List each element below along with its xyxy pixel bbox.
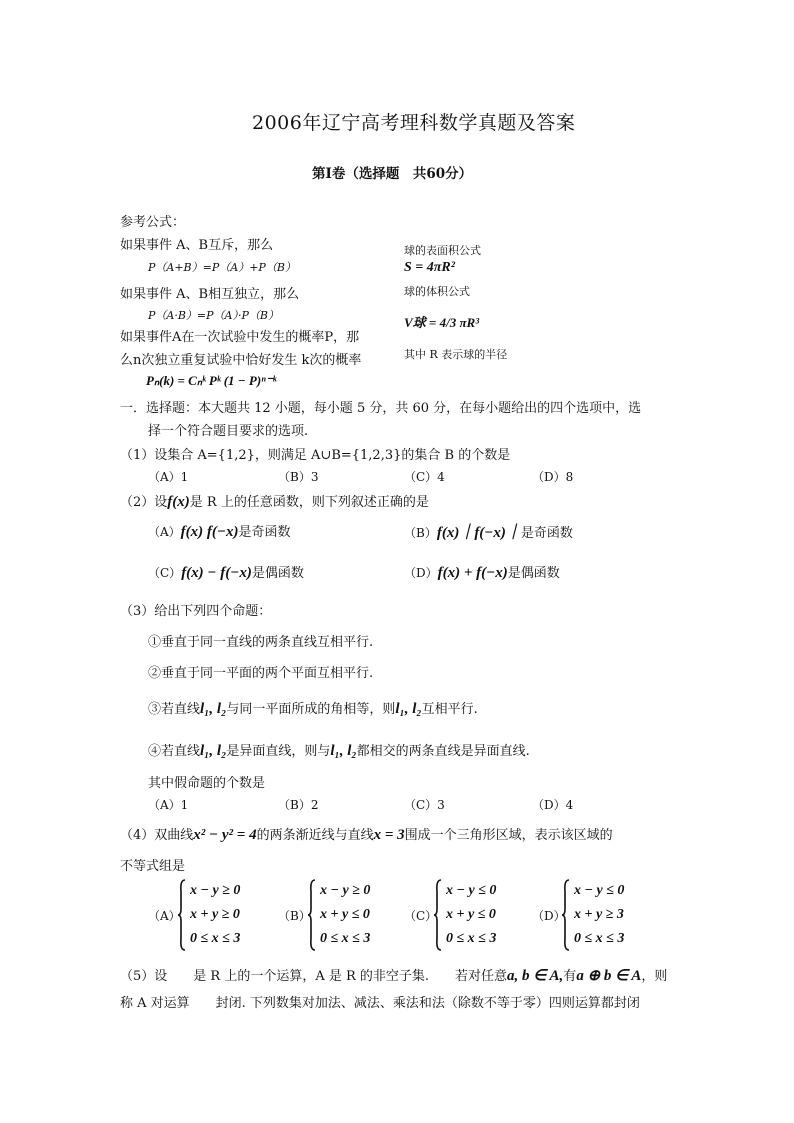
formula-bernoulli-line2: 么n次独立重复试验中恰好发生 k次的概率 [120,353,362,368]
q1-option-a: （A）1 [148,470,189,484]
q4-option-d-label: （D） [532,909,566,923]
q3-stem: （3）给出下列四个命题： [120,604,272,619]
q2-b-label: （B） [404,526,437,540]
q4-stem-math: x² − y² = 4 [193,827,257,843]
q3-p3-pre: ③若直线 [148,702,201,717]
brace-icon [434,879,442,951]
formula-mutex: P（A+B）=P（A）+P（B） [148,261,296,274]
formula-indep-text: 如果事件 A、B相互独立，那么 [120,287,300,302]
formula-indep: P（A·B）=P（A）·P（B） [148,309,279,322]
q3-proposition-4 [148,740,530,760]
q2-a-math: f(x) f(−x) [180,524,239,540]
q2-c-text: 是偶函数 [251,566,304,581]
formula-bernoulli-line1: 如果事件A在一次试验中发生的概率P，那 [120,330,360,345]
q4-b-line3: 0 ≤ x ≤ 3 [320,931,371,946]
q4-d-line2: x + y ≥ 3 [574,907,624,922]
q4-a-line1: x − y ≥ 0 [190,883,241,898]
q4-d-line3: 0 ≤ x ≤ 3 [574,931,625,946]
q2-option-d [404,562,560,582]
q5-line1-c: ，则 [641,969,668,984]
q3-p4-post: 是异面直线，则与 [226,744,331,759]
q2-d-label: （D） [404,566,438,580]
q4-stem-math2: x = 3 [373,827,405,843]
q2-a-label: （A） [148,525,181,539]
q2-b-text: 是奇函数 [520,526,573,541]
q5-line1-math: a, b ∈ A, [507,968,564,984]
q1-option-b: （B）3 [278,470,319,484]
q4-stem-pre: （4）双曲线 [120,828,194,843]
formula-bernoulli: Pₙ(k) = Cₙᵏ Pᵏ (1 − P)ⁿ⁻ᵏ [146,373,277,388]
q4-c-line1: x − y ≤ 0 [446,883,497,898]
q3-ask: 其中假命题的个数是 [148,776,266,791]
section-subtitle: 第Ⅰ卷（选择题 共60分） [312,166,473,182]
q3-p3-math2: l₁, l₂ [395,701,422,717]
q4-option-b-system [308,879,408,951]
q5-line2: 称 A 对运算 封闭. 下列数集对加法、减法、乘法和法（除数不等于零）四则运算都封闭 [120,996,640,1011]
q3-p3-end: 互相平行. [421,702,478,717]
q4-b-line2: x + y ≤ 0 [320,907,370,922]
q4-a-line2: x + y ≥ 0 [190,907,240,922]
q4-c-line3: 0 ≤ x ≤ 3 [446,931,497,946]
q4-a-line3: 0 ≤ x ≤ 3 [190,931,241,946]
q2-stem-math: f(x) [167,494,190,510]
section1-line2: 择一个符合题目要求的选项. [148,424,309,439]
q4-stem-line2: 不等式组是 [120,859,186,874]
q4-d-line1: x − y ≤ 0 [574,883,625,898]
q4-stem [120,824,613,844]
q4-option-a-system [178,879,278,951]
q2-c-math: f(x) − f(−x) [181,565,252,581]
q3-p4-math2: l₁, l₂ [330,743,357,759]
q4-b-line1: x − y ≥ 0 [320,883,371,898]
q2-a-text: 是奇函数 [238,525,291,540]
formulas-heading: 参考公式： [120,215,186,230]
sphere-vol-label: 球的体积公式 [404,285,470,298]
q4-option-d-system [562,879,662,951]
q3-proposition-3 [148,698,478,718]
radius-note: 其中 R 表示球的半径 [404,348,508,361]
q4-option-b-label: （B） [278,909,311,923]
brace-icon [178,879,186,951]
q2-stem [120,491,429,511]
brace-icon [308,879,316,951]
q3-p4-end: 都相交的两条直线是异面直线. [356,744,530,759]
q4-c-line2: x + y ≤ 0 [446,907,496,922]
q2-c-label: （C） [148,566,182,580]
q3-option-b: （B）2 [278,798,319,812]
q2-option-b [404,521,573,542]
q4-option-c-system [434,879,534,951]
q3-proposition-1: ①垂直于同一直线的两条直线互相平行. [148,635,374,650]
q5-line1-b: 有 [563,969,577,984]
q3-p3-math: l₁, l₂ [200,701,227,717]
q2-stem-post: 是 R 上的任意函数，则下列叙述正确的是 [189,495,429,510]
q4-option-c-label: （C） [404,909,438,923]
q2-option-a [148,521,291,541]
section1-line1: 一．选择题：本大题共 12 小题，每小题 5 分，共 60 分，在每小题给出的四个选项中，选 [120,401,642,416]
q3-option-d: （D）4 [532,798,574,812]
q4-option-a-label: （A） [148,909,181,923]
sphere-area-formula: S = 4πR² [404,260,455,275]
q5-line1 [120,965,667,985]
q3-p3-post: 与同一平面所成的角相等，则 [226,702,396,717]
q2-stem-pre: （2）设 [120,495,168,510]
q1-option-d: （D）8 [532,470,574,484]
q1-stem: （1）设集合 A={1,2}，则满足 A∪B={1,2,3}的集合 B 的个数是 [120,448,511,463]
q4-stem-mid: 的两条渐近线与直线 [256,828,374,843]
q1-option-c: （C）4 [404,470,445,484]
q2-d-text: 是偶函数 [507,566,560,581]
q5-line1-a: （5）设 是 R 上的一个运算，A 是 R 的非空子集. 若对任意 [120,969,508,984]
q3-proposition-2: ②垂直于同一平面的两个平面互相平行. [148,666,374,681]
page-title: 2006年辽宁高考理科数学真题及答案 [252,112,576,134]
q5-line1-math2: a ⊕ b ∈ A [576,968,642,984]
q3-p4-pre: ④若直线 [148,744,201,759]
formula-mutex-text: 如果事件 A、B互斥，那么 [120,238,274,253]
q3-p4-math: l₁, l₂ [200,743,227,759]
q4-stem-post: 围成一个三角形区域，表示该区域的 [404,828,613,843]
sphere-area-label: 球的表面积公式 [404,244,481,257]
q3-option-c: （C）3 [404,798,445,812]
q3-option-a: （A）1 [148,798,189,812]
q2-b-math: f(x)｜f(−x)｜ [436,525,521,541]
q2-option-c [148,562,304,582]
sphere-vol-formula: V球 = 4/3 πR³ [404,315,480,330]
q2-d-math: f(x) + f(−x) [437,565,508,581]
brace-icon [562,879,570,951]
